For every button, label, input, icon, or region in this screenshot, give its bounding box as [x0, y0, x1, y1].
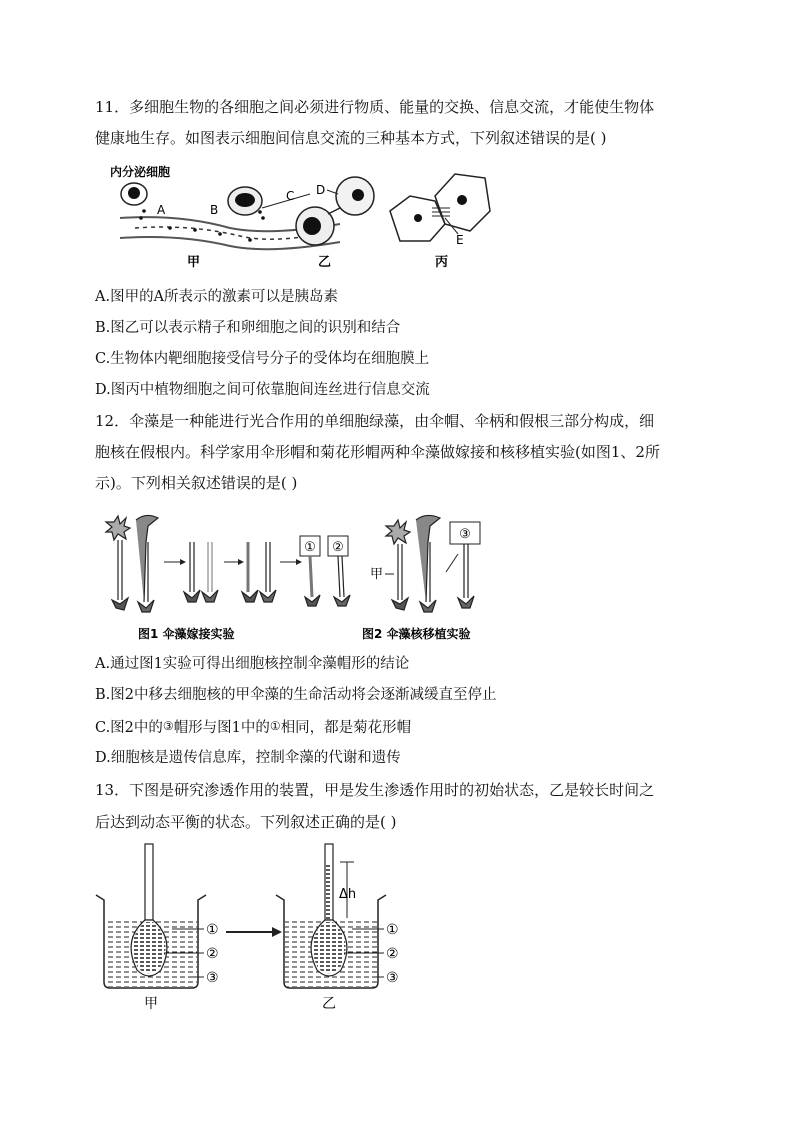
fig2-box-3: ③	[459, 527, 471, 542]
q12-option-c-pre: C.图2中的	[95, 720, 163, 736]
endocrine-cell-label: 内分泌细胞	[110, 165, 171, 179]
q12-stem-line2: 胞核在假根内。科学家用伞形帽和菊花形帽两种伞藻做嫁接和核移植实验(如图1、2所	[95, 443, 660, 461]
q11-option-b: B.图乙可以表示精子和卵细胞之间的识别和结合	[95, 320, 401, 336]
fig1-box-2: ②	[332, 540, 344, 555]
panel-label-bing: 丙	[435, 255, 449, 270]
q12-stem-line1: 12．伞藻是一种能进行光合作用的单细胞绿藻，由伞帽、伞柄和假根三部分构成，细	[95, 412, 655, 430]
fig1-box-1: ①	[304, 540, 316, 555]
q11-stem-line2: 健康地生存。如图表示细胞间信息交流的三种基本方式，下列叙述错误的是( )	[95, 129, 607, 147]
q12-option-c-mid: 帽形与图1中的	[173, 720, 270, 736]
jia-marker-1: ①	[206, 922, 219, 938]
q11-stem-line1: 11．多细胞生物的各细胞之间必须进行物质、能量的交换、信息交流，才能使生物体	[95, 98, 655, 116]
yi-marker-2: ②	[386, 946, 399, 962]
q13-figure	[92, 840, 422, 1015]
q13-stem-line1: 13．下图是研究渗透作用的装置，甲是发生渗透作用时的初始状态，乙是较长时间之	[95, 781, 655, 799]
letter-a: A	[157, 203, 166, 217]
q11-option-a: A.图甲的A所表示的激素可以是胰岛素	[95, 289, 339, 305]
q11-option-c: C.生物体内靶细胞接受信号分子的受体均在细胞膜上	[95, 351, 430, 367]
letter-d: D	[316, 183, 326, 197]
q12-stem-line3: 示)。下列相关叙述错误的是( )	[95, 474, 298, 492]
q12-option-a: A.通过图1实验可得出细胞核控制伞藻帽形的结论	[95, 656, 410, 672]
q13-stem-line2: 后达到动态平衡的状态。下列叙述正确的是( )	[95, 813, 397, 831]
q12-option-c-num2: ①	[269, 719, 281, 733]
q12-option-c-num1: ③	[162, 719, 174, 733]
letter-c: C	[286, 189, 295, 203]
yi-marker-1: ①	[386, 922, 399, 938]
fig1-caption: 图1 伞藻嫁接实验	[138, 627, 235, 641]
letter-b: B	[210, 203, 219, 217]
panel-label-yi: 乙	[318, 255, 332, 270]
q12-option-c	[95, 716, 411, 738]
panel-label-jia: 甲	[187, 255, 201, 270]
q11-figure	[100, 156, 500, 276]
fig2-label-jia: 甲	[370, 567, 384, 582]
q12-option-d: D.细胞核是遗传信息库，控制伞藻的代谢和遗传	[95, 750, 401, 766]
letter-e: E	[456, 233, 464, 247]
q12-option-b: B.图2中移去细胞核的甲伞藻的生命活动将会逐渐减缓直至停止	[95, 687, 497, 703]
q12-option-c-post: 相同，都是菊花形帽	[280, 720, 412, 736]
jia-marker-3: ③	[206, 970, 219, 986]
yi-marker-3: ③	[386, 970, 399, 986]
q11-option-d: D.图丙中植物细胞之间可依靠胞间连丝进行信息交流	[95, 382, 430, 398]
jia-marker-2: ②	[206, 946, 219, 962]
fig2-caption: 图2 伞藻核移植实验	[362, 627, 471, 641]
label-jia: 甲	[144, 996, 158, 1012]
q12-figure	[100, 512, 510, 647]
delta-h-label: Δh	[339, 887, 357, 902]
label-yi: 乙	[322, 996, 336, 1012]
